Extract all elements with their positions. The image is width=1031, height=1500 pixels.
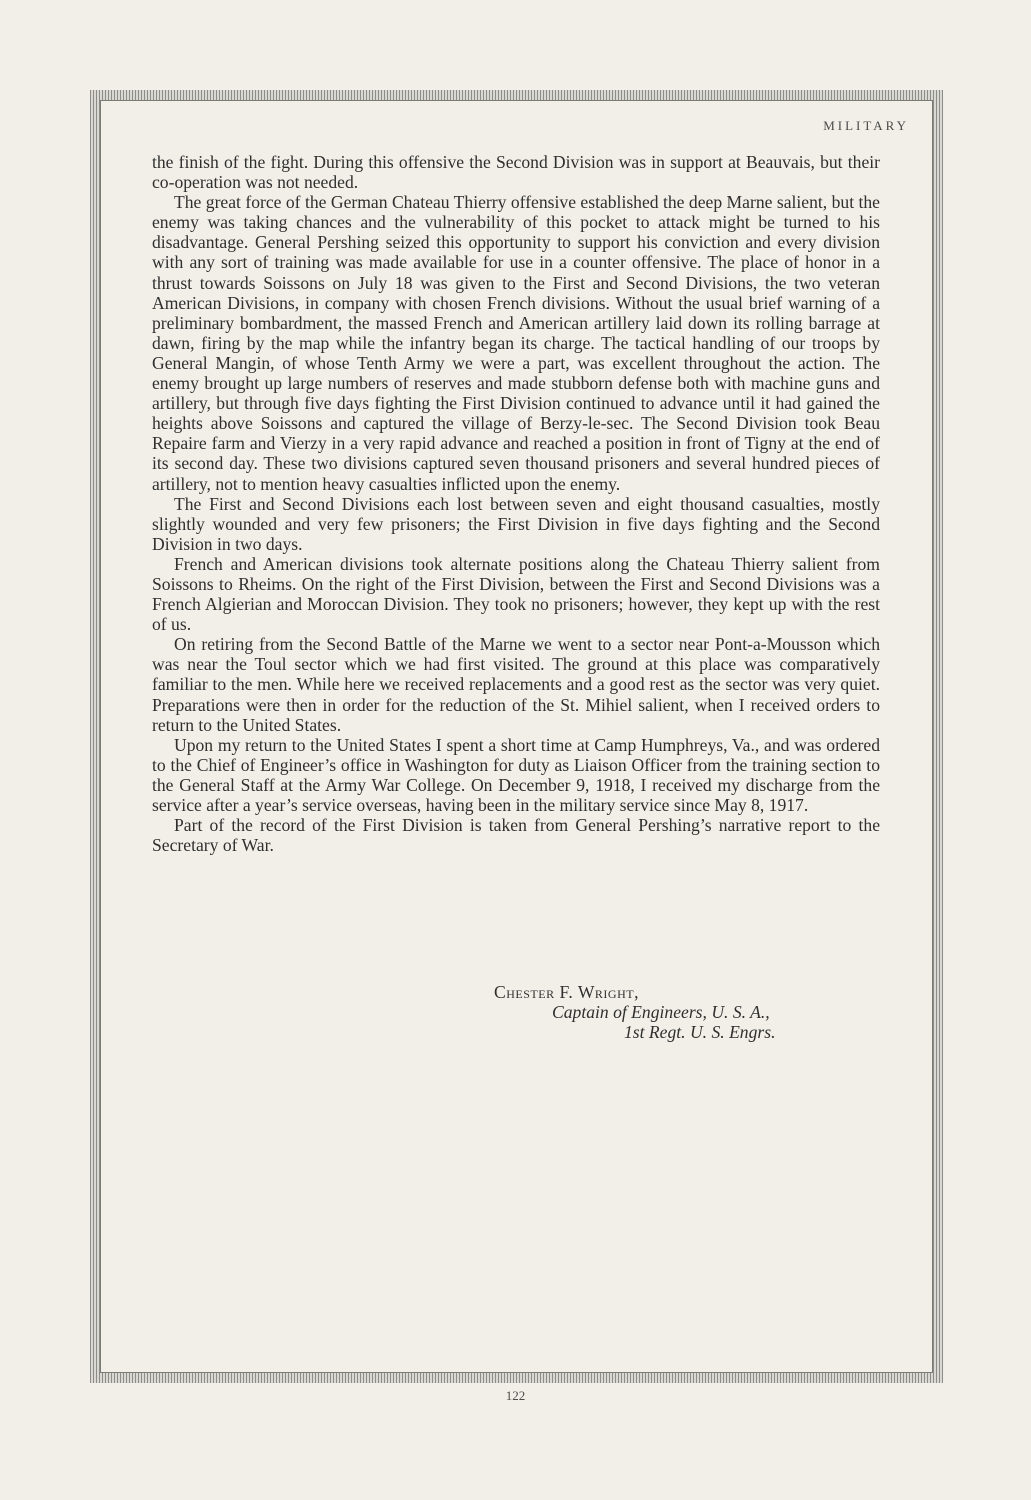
paragraph-6: Upon my return to the United States I spent a short time at Camp Humphreys, Va., and was ordered to the Chief of Engineer’s office in Washington for duty as Liaison Officer from the training section to the General Staff at the Army War College. On December 9, 1918, I received my discharge from the service after a year’s service overseas, having been in the military service since May 8, 1917. <box>152 734 880 815</box>
signature-name: Chester F. Wright, <box>494 982 639 1002</box>
paragraph-3: The First and Second Divisions each lost between seven and eight thousand casualties, mostly slightly wounded and very few prisoners; the First Division in five days fighting and the Second Division in two days. <box>152 493 880 554</box>
article-body <box>152 152 880 855</box>
paragraph-7: Part of the record of the First Division is taken from General Pershing’s narrative report to the Secretary of War. <box>152 815 880 856</box>
paragraph-4: French and American divisions took alternate positions along the Chateau Thierry salient from Soissons to Rheims. On the right of the First Division, between the First and Second Divisions was a French Algierian and Moroccan Division. They took no prisoners; however, they kept up with the rest of us. <box>152 553 880 635</box>
paragraph-5: On retiring from the Second Battle of the Marne we went to a sector near Pont-a-Mousson which was near the Toul sector which we had first visited. The ground at this place was comparatively familiar to the men. While here we received replacements and a good rest as the sector was very quiet. Preparations were then in order for the reduction of the St. Mihiel salient, when I received orders to return to the United States. <box>152 634 880 735</box>
signature-block <box>152 982 880 1042</box>
paragraph-2: The great force of the German Chateau Thierry offensive established the deep Marne salient, but the enemy was taking chances and the vulnerability of this pocket to attack might be turned to his disadvantage. General Pershing seized this opportunity to support his conviction and every division with any sort of training was made available for use in a counter offensive. The place of honor in a thrust towards Soissons on July 18 was given to the First and Second Divisions, the two veteran American Divisions, in company with chosen French divisions. Without the usual brief warning of a preliminary bombardment, the massed French and American artillery laid down its rolling barrage at dawn, firing by the map while the infantry began its charge. The tactical handling of our troops by General Mangin, of whose Tenth Army we were a part, was excellent throughout the action. The enemy brought up large numbers of reserves and made stubborn defense both with machine guns and artillery, but through five days fighting the First Division continued to advance until it had gained the heights above Soissons and captured the village of Berzy-le-sec. The Second Division took Beau Repaire farm and Vierzy in a very rapid advance and reached a position in front of Tigny at the end of its second day. These two divisions captured seven thousand prisoners and several hundred pieces of artillery, not to mention heavy casualties inflicted upon the enemy. <box>152 192 880 494</box>
signature-regiment: 1st Regt. U. S. Engrs. <box>624 1022 776 1043</box>
running-head: MILITARY <box>823 118 909 133</box>
paragraph-1: the finish of the fight. During this offensive the Second Division was in support at Beauvais, but their co-operation was not needed. <box>152 152 880 193</box>
signature-title: Captain of Engineers, U. S. A., <box>552 1002 770 1023</box>
page-number: 122 <box>505 1388 526 1403</box>
